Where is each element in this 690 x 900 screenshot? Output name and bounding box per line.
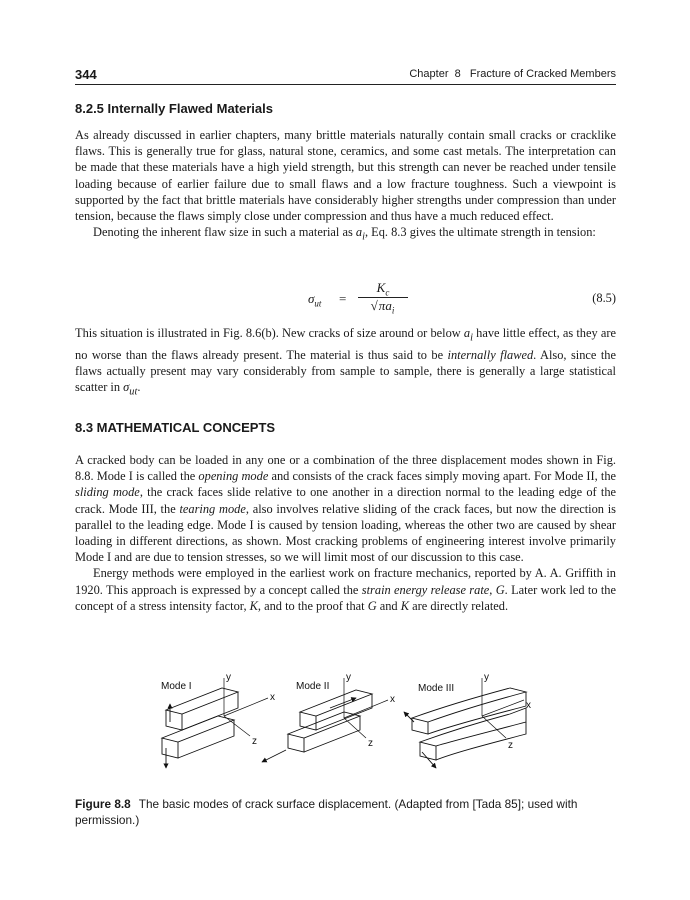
equation-8-5 [75, 280, 616, 320]
paragraph: Denoting the inherent flaw size in such a material as $a_i$, Eq. 8.3 gives the ultimate strength in tension: [93, 225, 596, 243]
paragraph: Energy methods were employed in the earliest work on fracture mechanics, reported by A. A. Griffith in 1920. This approach is expressed by a concept called the strain energy release rate, G. Later work led to the concept of a stress intensity factor, K, and to the proof that G and K are directly related. [75, 566, 616, 613]
running-head: Chapter 8 Fracture of Cracked Members [409, 68, 616, 80]
mode-1-axis-x: x [270, 692, 275, 703]
mode-3-diagram [404, 672, 531, 768]
section-8-3-body [75, 452, 616, 614]
paragraph: A cracked body can be loaded in any one or a combination of the three displacement modes shown in Fig. 8.8. Mode I is called the opening mode and consists of the crack faces simply moving apart. For Mode II, the sliding mode, the crack faces slide relative to one another in a direction normal to the leading edge of the crack. Mode III, the tearing mode, also involves relative sliding of the crack faces, but now the direction is parallel to the leading edge. Mode I is caused by tension loading, whereas the other two are caused by shear loading in different directions, as shown. Most cracking problems of engineering interest involve primarily Mode I and are due to tension stresses, so we will limit most of our discussion to this case. [75, 453, 617, 565]
mode-3-axis-z: z [508, 740, 513, 751]
section-heading-8-2-5: 8.2.5 Internally Flawed Materials [75, 101, 273, 116]
section-heading-8-3: 8.3 MATHEMATICAL CONCEPTS [75, 420, 276, 435]
mode-1-diagram [161, 672, 275, 768]
figure-label: Figure 8.8 [75, 797, 131, 811]
figure-8-8 [150, 668, 540, 780]
equation-number: (8.5) [592, 291, 616, 305]
paragraph: As already discussed in earlier chapters, many brittle materials naturally contain small cracks or cracklike flaws. This is generally true for glass, natural stone, ceramics, and some cast metals. The interpretation can be made that these materials have a high yield strength, but this strength can never be reached under tensile loading because of earlier failure due to small flaws and a low fracture toughness. Such a viewpoint is supported by the fact that brittle materials have considerably higher strengths under compression than under tension, because the flaws simply close under compression and thus have a much reduced effect. [75, 128, 616, 224]
mode-2-diagram [262, 672, 395, 762]
figure-caption-text: The basic modes of crack surface displacement. (Adapted from [Tada 85]; used with permission.) [75, 797, 578, 827]
equation-lhs: $\sigma_{ut}$ [308, 291, 322, 309]
mode-1-axis-z: z [252, 736, 257, 747]
mode-3-label: Mode III [418, 683, 455, 694]
section-8-2-5-body-continued [75, 325, 616, 401]
mode-2-label: Mode II [296, 681, 330, 692]
mode-2-axis-x: x [390, 694, 395, 705]
mode-1-axis-y: y [226, 672, 231, 683]
page-number: 344 [75, 67, 97, 82]
mode-1-label: Mode I [161, 681, 192, 692]
mode-3-axis-x: x [526, 700, 531, 711]
page-header [75, 67, 616, 85]
equals-sign: = [339, 291, 347, 306]
figure-caption [75, 796, 616, 828]
mode-2-axis-y: y [346, 672, 351, 683]
mode-2-axis-z: z [368, 738, 373, 749]
crack-modes-diagram [150, 668, 540, 780]
mode-3-axis-y: y [484, 672, 489, 683]
numerator: $K_c$ [376, 280, 390, 298]
equation-fraction [356, 280, 410, 316]
paragraph: This situation is illustrated in Fig. 8.6(b). New cracks of size around or below $a_i$ have little effect, as they are no worse than the flaws already present. The material is thus said to be internally flawed. Also, since the flaws actually present may vary considerably from sample to sample, there is generally a large statistical scatter in $\sigma_{ut}$. [75, 326, 616, 398]
header-rule [75, 84, 616, 85]
denominator: $√\pi a_i$ [370, 298, 395, 316]
section-8-2-5-body [75, 127, 616, 246]
